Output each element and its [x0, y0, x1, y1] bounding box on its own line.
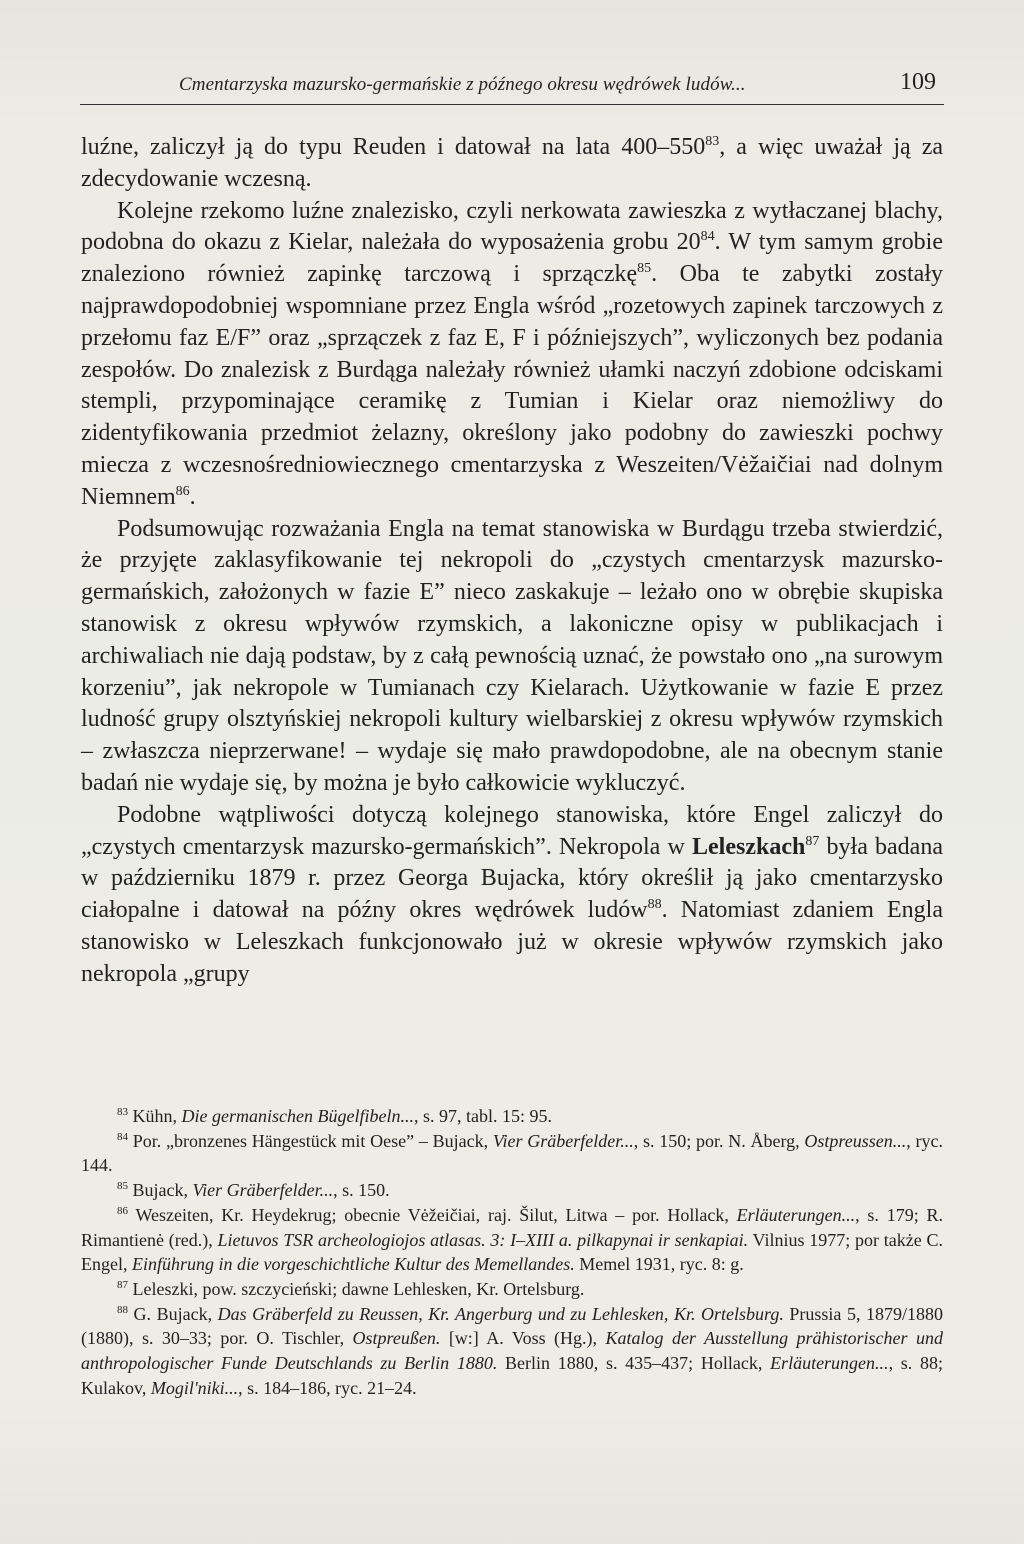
text-run: , s. 97, tabl. 15: 95.	[413, 1106, 552, 1126]
text-run: Bujack,	[132, 1180, 193, 1201]
italic-title: Katalog der Ausstellung prähistorischer und anthropologischer Funde Deutschlands zu Berlin 1880.	[81, 1328, 943, 1374]
place-name-bold: Leleszkach	[692, 833, 806, 860]
text-run: , s. 150.	[333, 1180, 390, 1201]
footnote-number: 85	[117, 1180, 128, 1193]
text-run: Vilnius 1977; por także C. Engel,	[81, 1229, 944, 1275]
footnote-number: 86	[117, 1204, 128, 1217]
footnote-number: 84	[117, 1130, 128, 1143]
italic-title: Vier Gräberfelder...	[192, 1180, 334, 1201]
text-run: Leleszki, pow. szczycieński; dawne Lehlesken, Kr. Ortelsburg.	[132, 1278, 585, 1299]
running-header	[80, 66, 944, 105]
footnote-88	[81, 1302, 943, 1401]
text-run: Kolejne rzekomo luźne znalezisko, czyli nerkowata zawieszka z wytłaczanej blachy, podobna do okazu z Kielar, należała do wyposażenia grobu 20	[81, 197, 943, 256]
footnote-86	[81, 1203, 943, 1277]
italic-title: Die germanischen Bügelfibeln...	[181, 1106, 414, 1126]
footnote-83	[81, 1104, 943, 1129]
footnote-number: 87	[117, 1278, 128, 1291]
text-run: Kühn,	[132, 1106, 182, 1126]
italic-title: Ostpreußen.	[352, 1328, 441, 1349]
footnote-ref-83: 83	[705, 134, 720, 149]
text-run: Weszeiten, Kr. Heydekrug; obecnie Vėžeičiai, raj. Šilut, Litwa – por. Hollack,	[135, 1204, 737, 1225]
footnote-number: 83	[117, 1106, 128, 1118]
main-text	[81, 132, 943, 991]
text-run: była badana w październiku 1879 r. przez Georga Bujacka, który określił ją jako cmentarzysko ciałopalne i datował na późny okres wędrówek ludów	[81, 833, 943, 924]
italic-title: Ostpreussen...	[804, 1130, 907, 1151]
footnote-ref-84: 84	[700, 229, 715, 245]
text-run: , s. 184–186, ryc. 21–24.	[238, 1377, 417, 1398]
running-title: Cmentarzyska mazursko-germańskie z późnego okresu wędrówek ludów...	[179, 74, 746, 95]
text-run: . Oba te zabytki zostały najprawdopodobniej wspomniane przez Engla wśród „rozetowych zapinek tarczowych z przełomu faz E/F” oraz „sprzączek z faz E, F i późniejszych”, wyliczonych bez podania zespołów. Do znalezisk z Burdąga należały również ułamki naczyń zdobione odciskami stempli, przypominające ceramikę z Tumian i Kielar oraz niemożliwy do zidentyfikowania przedmiot żelazny, określony jako podobny do zawieszki pochwy miecza z wczesnośredniowiecznego cmentarzyska z Weszeiten/Vėžaičiai nad dolnym Niemnem	[81, 261, 943, 510]
paragraph-4	[81, 800, 943, 991]
text-run: , s. 179; R. Rimantienė (red.),	[81, 1204, 944, 1250]
text-run: .	[189, 483, 196, 510]
text-run: Berlin 1880, s. 435–437; Hollack,	[497, 1353, 771, 1374]
text-run: . Natomiast zdaniem Engla stanowisko w Leleszkach funkcjonowało już w okresie wpływów rzymskich jako nekropola „grupy	[81, 897, 943, 987]
text-run: , s. 150; por. N. Åberg,	[633, 1130, 805, 1151]
text-run: , s. 88; Kulakov,	[81, 1353, 943, 1398]
italic-title: Einführung in die vorgeschichtliche Kultur des Memellandes.	[132, 1254, 575, 1275]
text-run: G. Bujack,	[133, 1303, 218, 1324]
footnote-number: 88	[117, 1303, 128, 1316]
page-number: 109	[900, 69, 936, 95]
footnote-ref-87: 87	[805, 833, 820, 849]
paragraph-3: Podsumowując rozważania Engla na temat stanowiska w Burdągu trzeba stwierdzić, że przyjęte zaklasyfikowanie tej nekropoli do „czystych cmentarzysk mazursko-germańskich, założonych w fazie E” nieco zaskakuje – leżało ono w obrębie skupiska stanowisk z okresu wpływów rzymskich, a lakoniczne opisy w publikacjach i archiwaliach nie dają podstaw, by z całą pewnością uznać, że powstało ono „na surowym korzeniu”, jak nekropole w Tumianach czy Kielarach. Użytkowanie w fazie E przez ludność grupy olsztyńskiej nekropoli kultury wielbarskiej z okresu wpływów rzymskich – zwłaszcza nieprzerwane! – wydaje się mało prawdopodobne, ale na obecnym stanie badań nie wydaje się, by można je było całkowicie wykluczyć.	[81, 515, 943, 796]
footnote-87	[81, 1277, 943, 1302]
italic-title: Lietuvos TSR archeologiojos atlasas. 3: I–XIII a. pilkapynai ir senkapiai.	[217, 1229, 749, 1250]
italic-title: Erläuterungen...	[736, 1204, 856, 1225]
footnote-ref-86: 86	[175, 483, 190, 499]
footnote-ref-88: 88	[647, 897, 662, 913]
paragraph-2	[81, 196, 943, 514]
footnote-84	[81, 1129, 943, 1178]
italic-title: Vier Gräberfelder...	[492, 1130, 634, 1151]
text-run: Por. „bronzenes Hängestück mit Oese” – Bujack,	[132, 1130, 493, 1151]
text-run: Podobne wątpliwości dotyczą kolejnego stanowiska, które Engel zaliczył do „czystych cmentarzysk mazursko-germańskich”. Nekropola w	[81, 801, 943, 860]
italic-title: Mogil'niki...	[150, 1377, 239, 1398]
text-run: , a więc uważał ją za zdecydowanie wczesną.	[81, 134, 943, 192]
text-run: , ryc. 144.	[81, 1130, 943, 1176]
footnote-ref-85: 85	[637, 261, 652, 277]
text-run: Prussia 5, 1879/1880 (1880), s. 30–33; por. O. Tischler,	[81, 1303, 944, 1349]
text-run: . W tym samym grobie znaleziono również zapinkę tarczową i sprzączkę	[81, 229, 943, 288]
text-run: [w:] A. Voss (Hg.),	[440, 1328, 606, 1349]
footnote-85	[81, 1178, 943, 1203]
text-run: Memel 1931, ryc. 8: g.	[574, 1254, 744, 1275]
italic-title: Das Gräberfeld zu Reussen, Kr. Angerburg und zu Lehlesken, Kr. Ortelsburg.	[217, 1303, 784, 1324]
paragraph-1	[81, 132, 943, 196]
footnotes	[81, 1104, 943, 1400]
text-run: luźne, zaliczył ją do typu Reuden i datował na lata 400–550	[81, 134, 706, 160]
italic-title: Erläuterungen...	[770, 1353, 889, 1374]
